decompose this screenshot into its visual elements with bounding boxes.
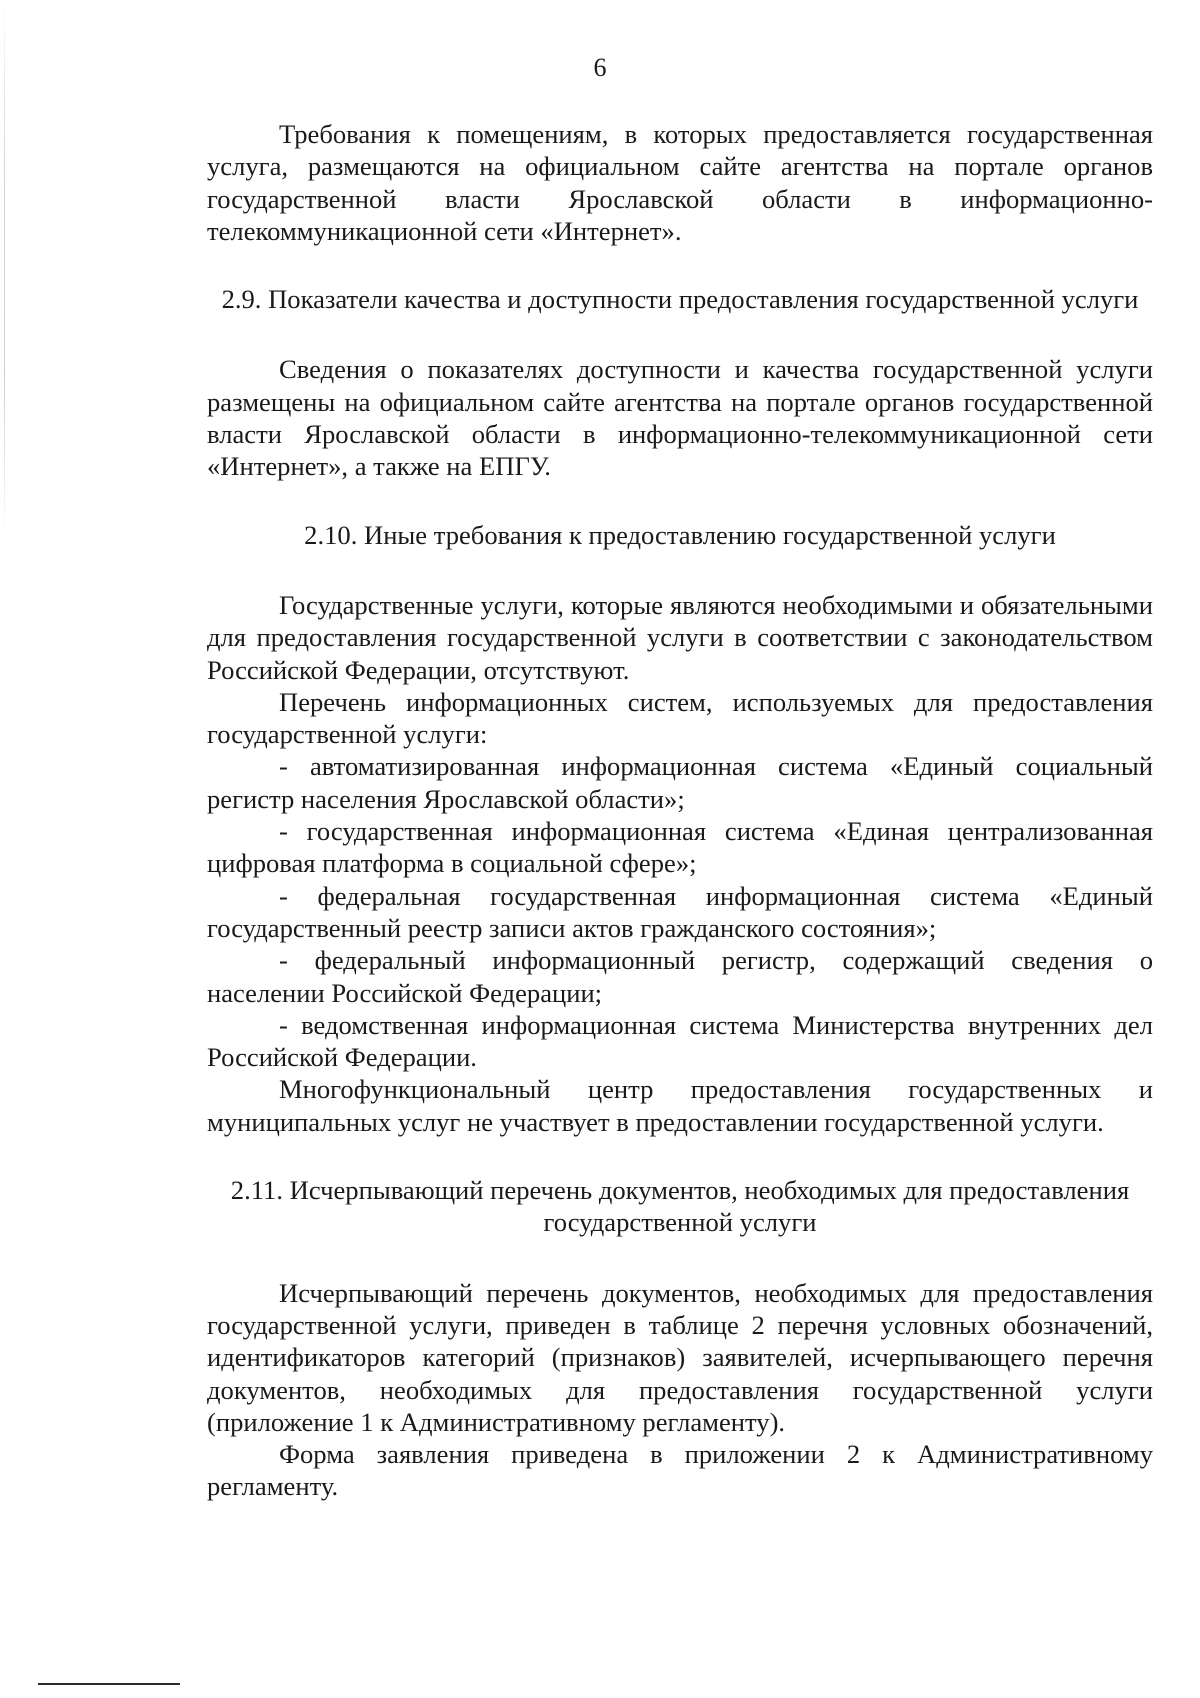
footer-rule — [38, 1683, 180, 1685]
information-system-list-item: - автоматизированная информационная система «Единый социальный регистр населения Ярославской области»; — [207, 751, 1153, 814]
section-2-11-paragraph: Исчерпывающий перечень документов, необходимых для предоставления государственной услуги, приведен в таблице 2 перечня условных обозначений, идентификаторов категорий (признаков) заявителей, исчерпывающего перечня документов, необходимых для предоставления государственной услуги (приложение 1 к Административному регламенту). — [207, 1277, 1153, 1437]
section-2-11-paragraph: Форма заявления приведена в приложении 2 к Административному регламенту. — [207, 1439, 1153, 1502]
spacer — [207, 1239, 1153, 1277]
intro-paragraph: Требования к помещениям, в которых предоставляется государственная услуга, размещаются на официальном сайте агентства на портале органов государственной власти Ярославской области в информационно-телекоммуникационной сети «Интернет». — [207, 119, 1153, 246]
section-2-9-paragraph: Сведения о показателях доступности и качества государственной услуги размещены на официальном сайте агентства на портале органов государственной власти Ярославской области в информационно-телекоммуникационной сети «Интернет», а также на ЕПГУ. — [207, 354, 1153, 482]
section-2-10-paragraph: Государственные услуги, которые являются необходимыми и обязательными для предоставления государственной услуги в соответствии с законодательством Российской Федерации, отсутствуют. — [207, 589, 1153, 685]
information-system-list-item: - федеральный информационный регистр, содержащий сведения о населении Российской Федерации; — [207, 945, 1153, 1008]
spacer — [207, 247, 1153, 283]
information-system-list-item: - федеральная государственная информационная система «Единый государственный реестр записи актов гражданского состояния»; — [207, 880, 1153, 943]
document-body — [207, 118, 1153, 1503]
page-number: 6 — [593, 53, 607, 82]
section-heading-2-9: 2.9. Показатели качества и доступности предоставления государственной услуги — [221, 284, 1139, 315]
spacer — [207, 1138, 1153, 1174]
information-system-list-item: - государственная информационная система «Единая централизованная цифровая платформа в социальной сфере»; — [207, 816, 1153, 879]
information-system-list-item: - ведомственная информационная система Министерства внутренних дел Российской Федерации. — [207, 1009, 1153, 1073]
section-2-10-paragraph: Перечень информационных систем, используемых для предоставления государственной услуги: — [207, 686, 1153, 750]
spacer — [207, 315, 1153, 353]
spacer — [207, 551, 1153, 589]
section-heading-2-10: 2.10. Иные требования к предоставлению государственной услуги — [304, 519, 1056, 550]
spacer — [207, 483, 1153, 519]
section-heading-2-11: 2.11. Исчерпывающий перечень документов, необходимых для предоставления государственной услуги — [230, 1175, 1130, 1238]
section-2-10-paragraph: Многофункциональный центр предоставления государственных и муниципальных услуг не участвует в предоставлении государственной услуги. — [207, 1074, 1153, 1137]
